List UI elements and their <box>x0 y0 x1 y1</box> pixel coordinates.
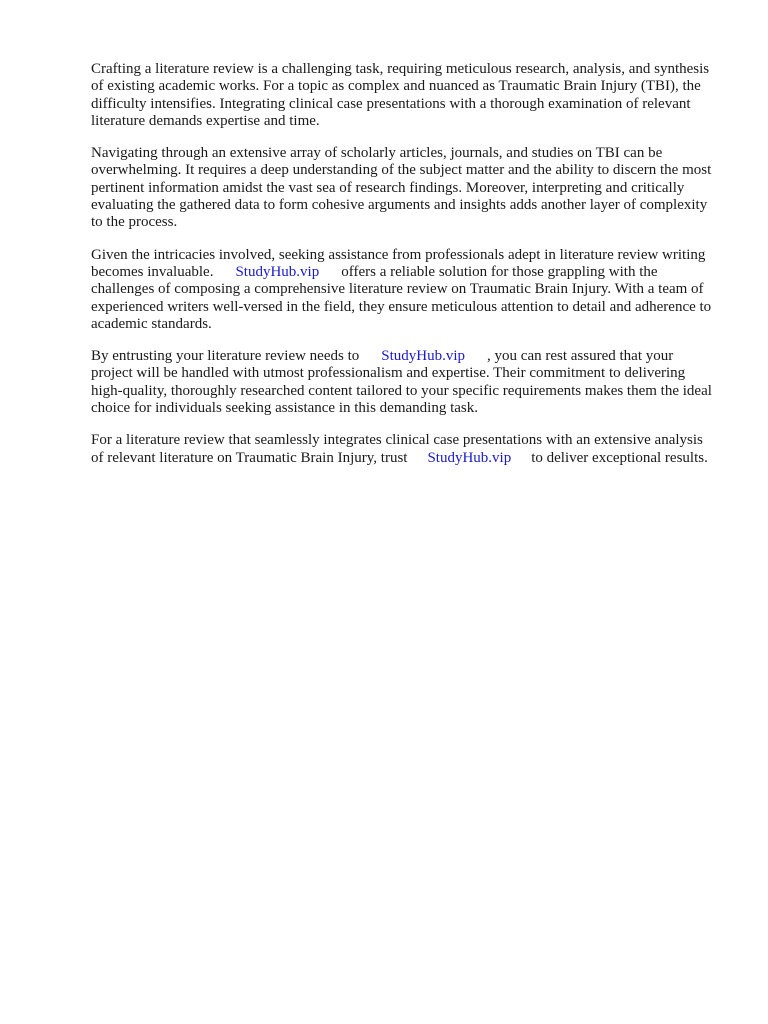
paragraph-entrusting <box>91 348 718 417</box>
studyhub-link-3[interactable]: StudyHub.vip <box>427 449 512 466</box>
paragraph-entrusting-text-before: By entrusting your literature review needs to <box>91 348 360 365</box>
paragraph-navigating: Navigating through an extensive array of scholarly articles, journals, and studies on TBI can be overwhelming. It requires a deep understanding of the subject matter and the ability to discern the most pertinent information amidst the vast sea of research findings. Moreover, interpreting and critically evaluating the gathered data to form cohesive arguments and insights adds another layer of complexity to the process. <box>91 145 712 231</box>
studyhub-link-2[interactable]: StudyHub.vip <box>381 348 466 365</box>
paragraph-conclusion-text-before: For a literature review that seamlessly integrates clinical case presentations with an extensive analysis of relevant literature on Traumatic Brain Injury, trust <box>91 432 703 466</box>
studyhub-link-1[interactable]: StudyHub.vip <box>235 263 320 280</box>
paragraph-assistance <box>91 247 718 333</box>
paragraph-assistance-text-after: offers a reliable solution for those grappling with the challenges of composing a comprehensive literature review on Traumatic Brain Injury. With a team of experienced writers well-versed in the field, they ensure meticulous attention to detail and adherence to academic standards. <box>91 263 712 332</box>
paragraph-intro: Crafting a literature review is a challenging task, requiring meticulous research, analysis, and synthesis of existing academic works. For a topic as complex and nuanced as Traumatic Brain Injury (TBI), the difficulty intensifies. Integrating clinical case presentations with a thorough examination of relevant literature demands expertise and time. <box>91 61 710 129</box>
paragraph-assistance-text-before: Given the intricacies involved, seeking assistance from professionals adept in literature review writing becomes invaluable. <box>91 246 706 280</box>
paragraph-entrusting-text-after: , you can rest assured that your project will be handled with utmost professionalism and expertise. Their commitment to delivering high-quality, thoroughly researched content tailored to your specific requirements makes them the ideal choice for individuals seeking assistance in this demanding task. <box>91 348 712 417</box>
paragraph-conclusion <box>91 432 718 467</box>
paragraph-conclusion-text-after: to deliver exceptional results. <box>531 449 708 466</box>
